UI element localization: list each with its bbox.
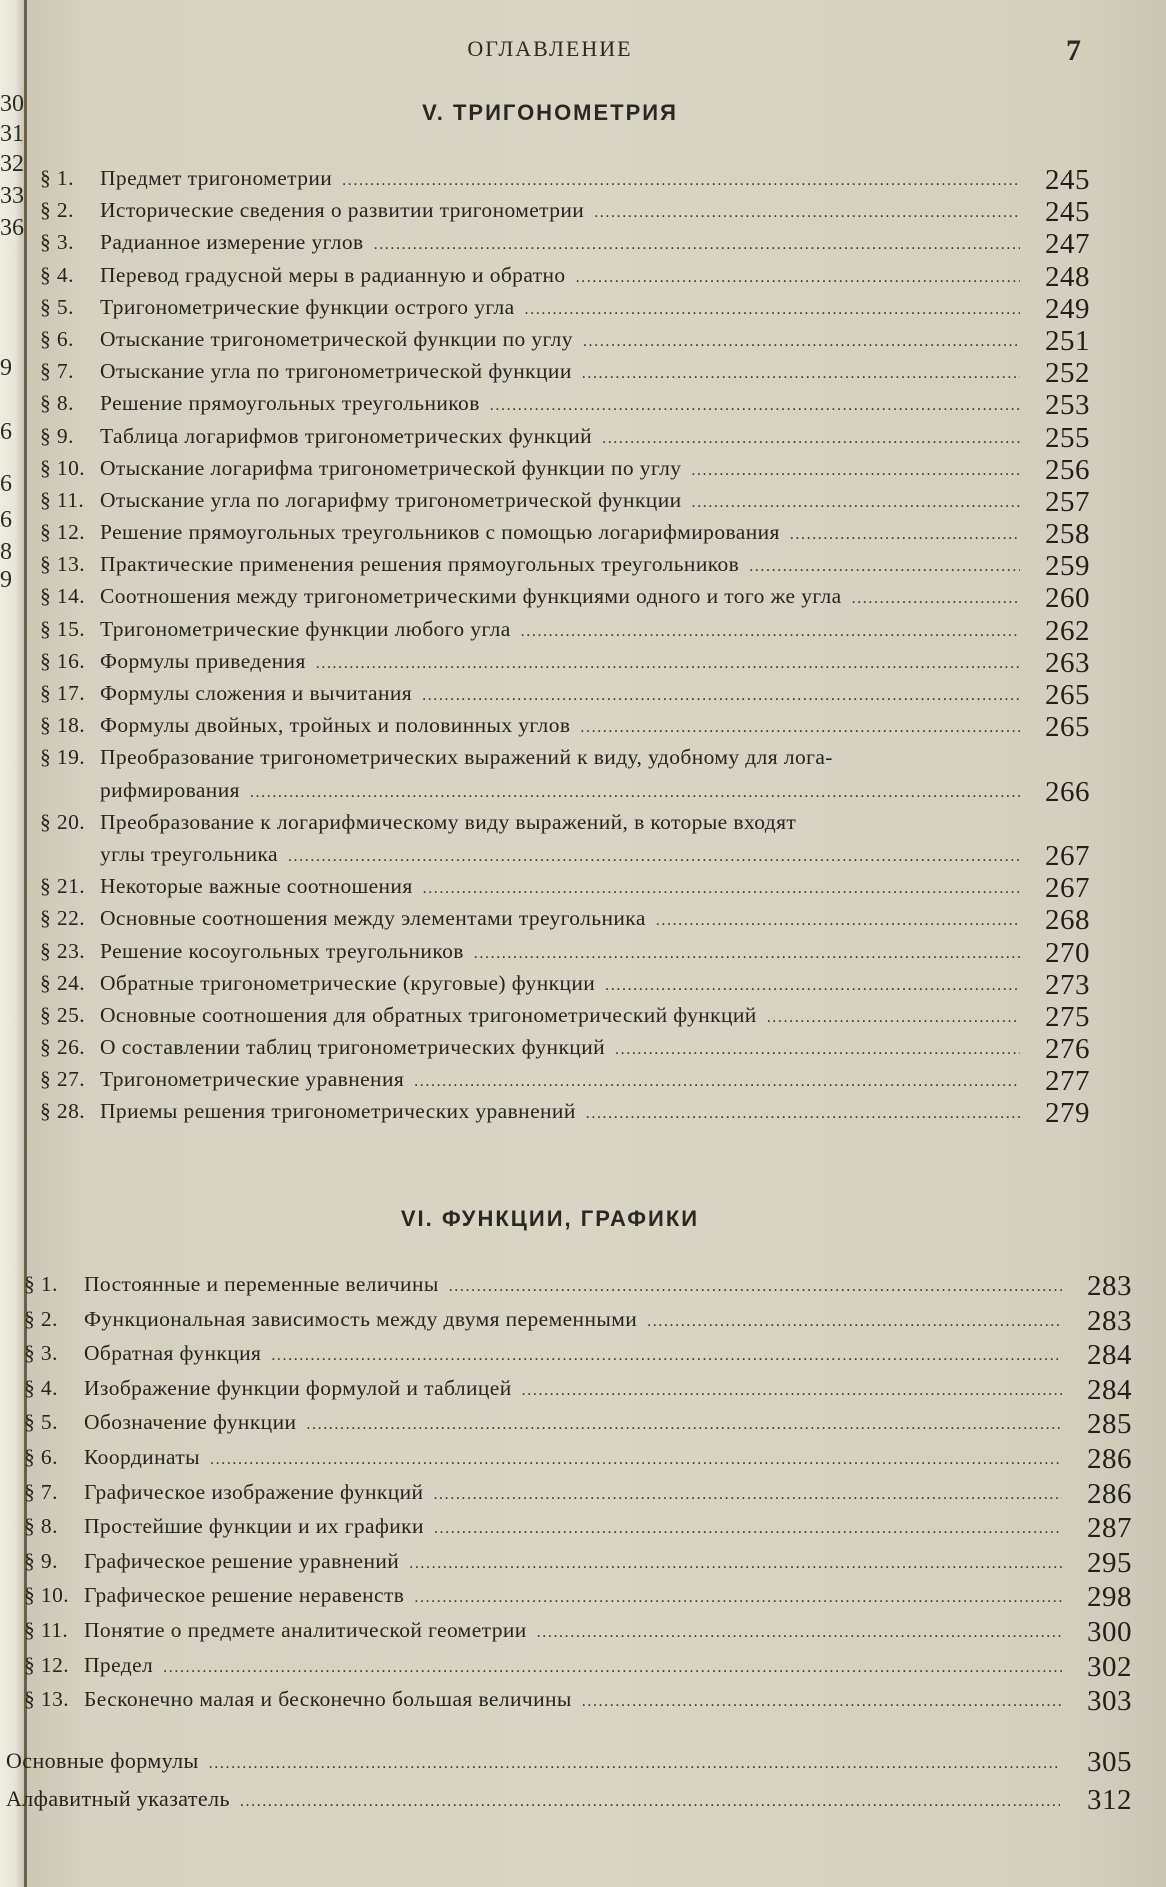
entry-title: Преобразование к логарифмическому виду выражений, в которые входят (100, 809, 797, 834)
section-number: § 22. (40, 906, 85, 931)
entry-title: Некоторые важные соотношения (100, 874, 413, 899)
page-ref: 276 (1045, 1033, 1090, 1066)
entry-title: Понятие о предмете аналитической геометрии (84, 1617, 527, 1642)
entry-title: Алфавитный указатель (6, 1786, 230, 1811)
toc-entry (24, 1650, 1132, 1688)
entry-title: Простейшие функции и их графики (84, 1514, 424, 1539)
page-ref: 262 (1045, 614, 1090, 647)
leader-dots (374, 236, 1020, 254)
spine-number: 31 (0, 121, 24, 147)
toc-entry (40, 906, 1090, 938)
leader-dots (316, 655, 1020, 673)
toc-section-5 (40, 166, 1090, 1132)
section-number: § 8. (40, 391, 74, 416)
page-ref: 283 (1087, 1304, 1132, 1337)
page-ref: 268 (1045, 904, 1090, 937)
leader-dots (434, 1520, 1062, 1538)
spine-number: 30 (0, 91, 24, 117)
page-ref: 284 (1087, 1339, 1132, 1372)
entry-title: Решение косоугольных треугольников (100, 938, 464, 963)
toc-entry (40, 713, 1090, 745)
leader-dots (449, 1278, 1062, 1296)
entry-title: Координаты (84, 1444, 201, 1469)
entry-title: Формулы сложения и вычитания (100, 681, 413, 705)
entry-title: Решение прямоугольных треугольников (100, 391, 480, 416)
page-ref: 245 (1045, 196, 1090, 229)
section-number: § 6. (24, 1444, 58, 1469)
leader-dots (409, 1555, 1062, 1573)
page-ref: 283 (1087, 1270, 1132, 1302)
toc-section-6 (24, 1272, 1132, 1722)
entry-title: Отыскание тригонометрической функции по углу (100, 326, 573, 351)
section-number: § 2. (24, 1306, 58, 1331)
entry-title: Тригонометрические уравнения (100, 1067, 405, 1092)
entry-title: Функциональная зависимость между двумя переменными (84, 1306, 638, 1331)
entry-title: Преобразование тригонометрических выражений к виду, удобному для лога- (100, 745, 833, 770)
section-number: § 17. (40, 681, 85, 705)
leader-dots (306, 1416, 1062, 1434)
entry-title: Графическое изображение функций (84, 1479, 424, 1504)
leader-dots (594, 204, 1020, 222)
page-ref: 248 (1045, 260, 1090, 293)
leader-dots (692, 494, 1020, 512)
leader-dots (210, 1451, 1062, 1469)
section-number: § 8. (24, 1514, 58, 1539)
spine-number: 6 (0, 419, 12, 445)
section-number: § 28. (40, 1099, 85, 1124)
page-ref: 259 (1045, 550, 1090, 583)
toc-entry (24, 1514, 1132, 1549)
page-ref: 277 (1045, 1065, 1090, 1098)
section-number: § 20. (40, 809, 85, 834)
page-ref: 265 (1045, 711, 1090, 744)
leader-dots (580, 719, 1020, 737)
page-ref: 295 (1087, 1546, 1132, 1579)
section-number: § 25. (40, 1002, 85, 1027)
toc-entry (24, 1272, 1132, 1307)
leader-dots (582, 1693, 1062, 1711)
leader-dots (525, 301, 1020, 319)
page-ref: 265 (1045, 679, 1090, 711)
section-number: § 6. (40, 326, 74, 351)
section-number: § 9. (40, 423, 74, 448)
entry-title: Основные формулы (6, 1748, 199, 1773)
page-ref: 302 (1087, 1650, 1132, 1683)
toc-entry (24, 1477, 1132, 1515)
toc-entry (40, 198, 1090, 230)
entry-title: Основные соотношения между элементами треугольника (100, 906, 646, 931)
leader-dots (474, 945, 1020, 963)
entry-title: Предел (84, 1652, 154, 1677)
leader-dots (537, 1624, 1062, 1642)
page-ref: 266 (1045, 775, 1090, 808)
leader-dots (582, 365, 1020, 383)
spine-number: 33 (0, 183, 24, 209)
section-number: § 19. (40, 745, 85, 770)
entry-title: Таблица логарифмов тригонометрических функций (100, 423, 593, 448)
leader-dots (288, 848, 1020, 866)
entry-title: Постоянные и переменные величины (84, 1272, 439, 1296)
section-number: § 9. (24, 1548, 58, 1573)
leader-dots (271, 1347, 1062, 1365)
leader-dots (342, 172, 1020, 190)
toc-entry (40, 166, 1090, 198)
toc-entry (40, 646, 1090, 681)
toc-entry (40, 260, 1090, 295)
leader-dots (647, 1313, 1062, 1331)
leader-dots (790, 526, 1020, 544)
toc-entry (24, 1687, 1132, 1722)
page-ref: 298 (1087, 1581, 1132, 1614)
page-ref: 255 (1045, 421, 1090, 454)
entry-title: О составлении таблиц тригонометрических функций (100, 1035, 606, 1060)
entry-title-continued: углы треугольника (100, 841, 278, 866)
toc-entry (40, 292, 1090, 327)
section-number: § 24. (40, 970, 85, 995)
leader-dots (583, 333, 1020, 351)
entry-title: Обратные тригонометрические (круговые) функции (100, 970, 596, 995)
page-ref: 256 (1045, 453, 1090, 486)
toc-appendix (6, 1748, 1132, 1824)
leader-dots (209, 1755, 1060, 1773)
spine-number: 36 (0, 215, 24, 241)
section-number: § 5. (40, 294, 74, 319)
toc-entry-two-line (40, 810, 1090, 874)
toc-entry (40, 874, 1090, 906)
section-number: § 11. (40, 487, 85, 512)
page-ref: 286 (1087, 1477, 1132, 1510)
leader-dots (615, 1041, 1020, 1059)
leader-dots (490, 397, 1020, 415)
entry-title: Отыскание угла по тригонометрической функции (100, 359, 572, 384)
toc-entry (40, 968, 1090, 1003)
entry-title: Обратная функция (84, 1341, 262, 1366)
toc-entry (40, 552, 1090, 584)
toc-entry (40, 391, 1090, 423)
section-number: § 23. (40, 938, 85, 963)
entry-title: Отыскание угла по логарифму тригонометрической функции (100, 487, 682, 512)
leader-dots (767, 1009, 1020, 1027)
leader-dots (414, 1589, 1062, 1607)
toc-entry (24, 1442, 1132, 1480)
page-ref: 312 (1087, 1784, 1132, 1816)
leader-dots (521, 623, 1020, 641)
page-ref: 275 (1045, 1000, 1090, 1033)
leader-dots (586, 1105, 1020, 1123)
entry-title: Формулы приведения (100, 648, 306, 673)
toc-entry (24, 1546, 1132, 1584)
section-number: § 16. (40, 648, 85, 673)
toc-entry (40, 1035, 1090, 1067)
section-title-functions: VI. ФУНКЦИИ, ГРАФИКИ (400, 1206, 700, 1231)
section-number: § 1. (40, 166, 74, 190)
entry-title: Тригонометрические функции любого угла (100, 616, 511, 641)
spine-number: 6 (0, 507, 12, 533)
leader-dots (602, 430, 1020, 448)
leader-dots (240, 1793, 1060, 1811)
toc-entry (40, 485, 1090, 520)
section-number: § 3. (24, 1341, 58, 1366)
section-number: § 14. (40, 584, 85, 609)
section-number: § 18. (40, 713, 85, 738)
entry-title: Отыскание логарифма тригонометрической функции по углу (100, 455, 682, 480)
leader-dots (414, 1073, 1020, 1091)
entry-title: Приемы решения тригонометрических уравнений (100, 1099, 576, 1124)
section-number: § 11. (24, 1617, 69, 1642)
entry-title: Формулы двойных, тройных и половинных углов (100, 713, 571, 738)
leader-dots (423, 880, 1020, 898)
entry-title: Графическое решение уравнений (84, 1548, 400, 1573)
toc-entry (40, 1067, 1090, 1099)
toc-entry (24, 1583, 1132, 1618)
entry-title: Перевод градусной меры в радианную и обратно (100, 262, 566, 287)
section-number: § 4. (24, 1375, 58, 1400)
section-number: § 7. (24, 1479, 58, 1504)
page-ref: 260 (1045, 582, 1090, 615)
section-number: § 12. (40, 520, 85, 545)
page-number: 7 (1066, 34, 1081, 67)
page-ref: 257 (1045, 485, 1090, 518)
leader-dots (422, 687, 1020, 705)
spine-number: 6 (0, 471, 12, 497)
page-ref: 300 (1087, 1615, 1132, 1648)
toc-entry (24, 1341, 1132, 1376)
page-ref: 253 (1045, 389, 1090, 422)
leader-dots (605, 977, 1020, 995)
page-ref: 251 (1045, 324, 1090, 357)
toc-entry (24, 1615, 1132, 1653)
section-title-trigonometry: V. ТРИГОНОМЕТРИЯ (422, 100, 678, 125)
toc-entry (40, 1000, 1090, 1035)
toc-entry (40, 324, 1090, 359)
leader-dots (576, 269, 1020, 287)
page-ref: 286 (1087, 1442, 1132, 1475)
entry-title: Тригонометрические функции острого угла (100, 294, 515, 319)
page-ref: 273 (1045, 968, 1090, 1001)
page-ref: 247 (1045, 228, 1090, 261)
section-number: § 3. (40, 230, 74, 255)
page-ref: 267 (1045, 872, 1090, 905)
page-ref: 279 (1045, 1097, 1090, 1130)
section-number: § 27. (40, 1067, 85, 1092)
toc-entry (40, 230, 1090, 262)
toc-entry (40, 520, 1090, 552)
section-number: § 10. (40, 455, 85, 480)
entry-title-continued: рифмирования (100, 777, 240, 802)
running-header: ОГЛАВЛЕНИЕ (467, 36, 633, 61)
page-ref: 258 (1045, 518, 1090, 551)
section-number: § 5. (24, 1410, 58, 1435)
toc-entry (24, 1410, 1132, 1445)
leader-dots (656, 912, 1020, 930)
toc-entry-appendix (6, 1748, 1132, 1786)
entry-title: Практические применения решения прямоугольных треугольников (100, 552, 740, 577)
toc-entry (40, 359, 1090, 391)
spine-number: 32 (0, 151, 24, 177)
toc-entry (40, 453, 1090, 488)
section-number: § 12. (24, 1652, 69, 1677)
section-number: § 26. (40, 1035, 85, 1060)
toc-entry (40, 681, 1090, 713)
spine-number: 8 (0, 539, 12, 565)
entry-title: Соотношения между тригонометрическими функциями одного и того же угла (100, 584, 842, 609)
page-ref: 284 (1087, 1373, 1132, 1406)
section-number: § 13. (40, 552, 85, 577)
leader-dots (522, 1382, 1062, 1400)
section-number: § 1. (24, 1272, 58, 1296)
adjacent-page-edge (0, 0, 27, 1887)
section-number: § 4. (40, 262, 74, 287)
leader-dots (749, 558, 1020, 576)
page-ref: 287 (1087, 1512, 1132, 1545)
leader-dots (691, 462, 1020, 480)
page-ref: 305 (1087, 1746, 1132, 1778)
toc-entry (24, 1304, 1132, 1342)
entry-title: Изображение функции формулой и таблицей (84, 1375, 512, 1400)
section-number: § 2. (40, 198, 74, 223)
section-number: § 21. (40, 874, 85, 899)
entry-title: Графическое решение неравенств (84, 1583, 405, 1608)
entry-title: Основные соотношения для обратных тригонометрический функций (100, 1002, 757, 1027)
entry-title: Исторические сведения о развитии тригонометрии (100, 198, 585, 223)
entry-title: Предмет тригонометрии (100, 166, 333, 190)
leader-dots (250, 784, 1020, 802)
toc-entry (40, 1099, 1090, 1131)
entry-title: Радианное измерение углов (100, 230, 364, 255)
spine-number: 9 (0, 355, 12, 381)
section-number: § 15. (40, 616, 85, 641)
page-ref: 245 (1045, 164, 1090, 196)
toc-entry (40, 614, 1090, 649)
page-ref: 249 (1045, 292, 1090, 325)
leader-dots (852, 590, 1020, 608)
section-number: § 7. (40, 359, 74, 384)
page-ref: 285 (1087, 1408, 1132, 1441)
toc-entry (40, 936, 1090, 971)
toc-entry-appendix (6, 1786, 1132, 1824)
page-ref: 303 (1087, 1685, 1132, 1718)
toc-entry (24, 1373, 1132, 1411)
section-number: § 10. (24, 1583, 69, 1608)
leader-dots (433, 1486, 1062, 1504)
toc-entry (40, 584, 1090, 616)
toc-entry-two-line (40, 745, 1090, 809)
section-number: § 13. (24, 1687, 69, 1712)
page-ref: 263 (1045, 646, 1090, 679)
toc-entry (40, 421, 1090, 456)
leader-dots (163, 1659, 1062, 1677)
entry-title: Решение прямоугольных треугольников с помощью логарифмирования (100, 520, 780, 545)
entry-title: Обозначение функции (84, 1410, 297, 1435)
page-ref: 267 (1045, 839, 1090, 872)
spine-number: 9 (0, 567, 12, 593)
entry-title: Бесконечно малая и бесконечно большая величины (84, 1687, 572, 1712)
page-ref: 252 (1045, 357, 1090, 390)
page-ref: 270 (1045, 936, 1090, 969)
